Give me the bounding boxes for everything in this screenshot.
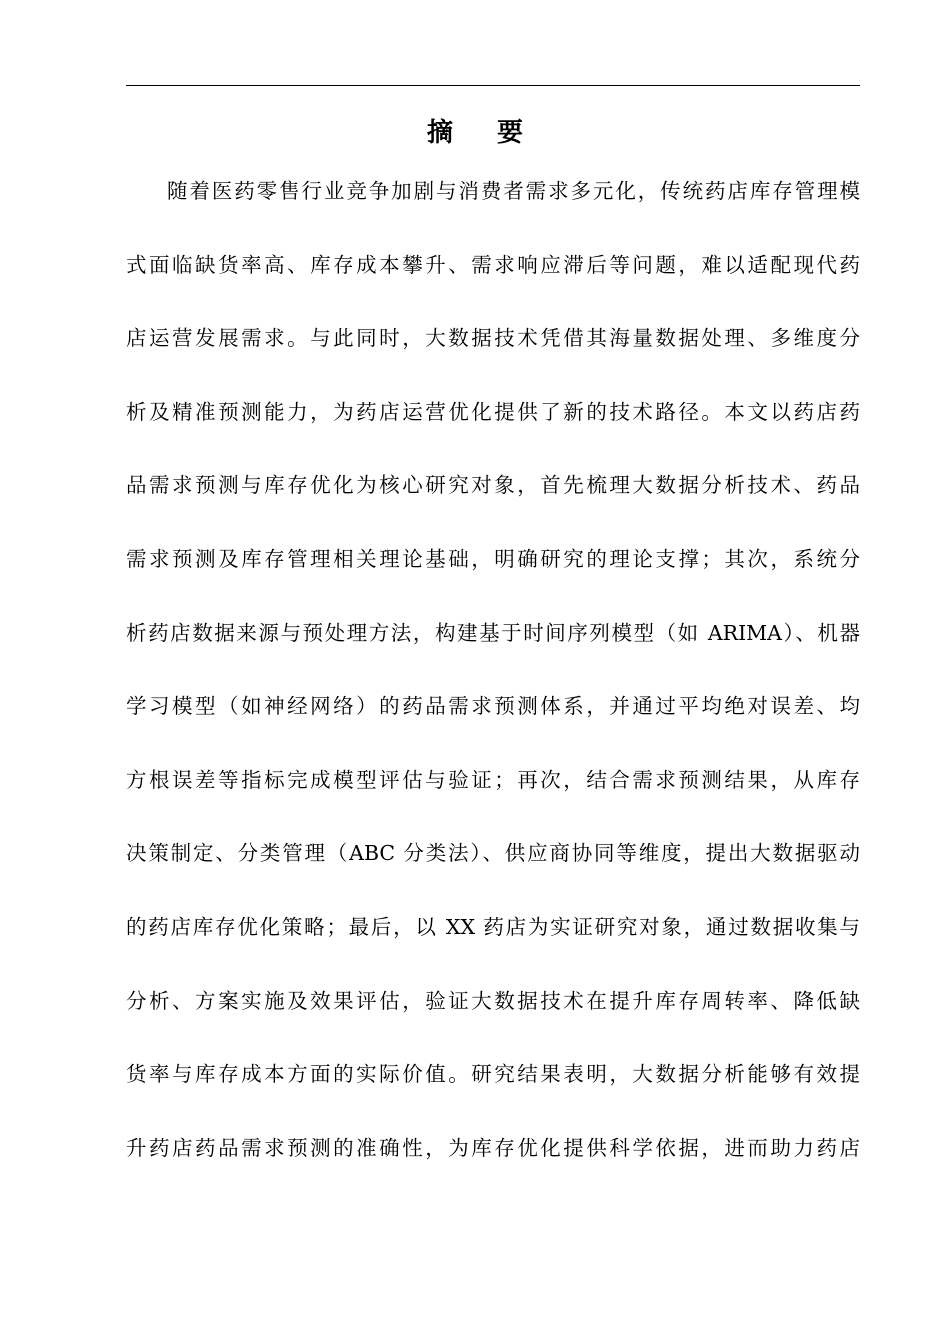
abstract-body	[126, 168, 860, 1198]
abstract-line-4: 析及精准预测能力，为药店运营优化提供了新的技术路径。本文以药店药	[126, 399, 860, 424]
abstract-title	[0, 113, 950, 153]
abstract-line-14: 升药店药品需求预测的准确性，为库存优化提供科学依据，进而助力药店	[126, 1135, 860, 1160]
abstract-line-8: 学习模型（如神经网络）的药品需求预测体系，并通过平均绝对误差、均	[126, 694, 860, 719]
abstract-line-13: 货率与库存成本方面的实际价值。研究结果表明，大数据分析能够有效提	[126, 1062, 860, 1087]
abstract-line-1: 随着医药零售行业竞争加剧与消费者需求多元化，传统药店库存管理模	[167, 179, 860, 203]
header-rule	[126, 85, 860, 86]
abstract-line-6: 需求预测及库存管理相关理论基础，明确研究的理论支撑；其次，系统分	[126, 546, 860, 571]
abstract-line-7: 析药店数据来源与预处理方法，构建基于时间序列模型（如 ARIMA）、机器	[126, 620, 860, 645]
abstract-line-10: 决策制定、分类管理（ABC 分类法）、供应商协同等维度，提出大数据驱动	[126, 841, 860, 866]
abstract-line-5: 品需求预测与库存优化为核心研究对象，首先梳理大数据分析技术、药品	[126, 473, 860, 498]
abstract-line-3: 店运营发展需求。与此同时，大数据技术凭借其海量数据处理、多维度分	[126, 326, 860, 351]
abstract-line-11: 的药店库存优化策略；最后，以 XX 药店为实证研究对象，通过数据收集与	[126, 914, 860, 939]
abstract-line-12: 分析、方案实施及效果评估，验证大数据技术在提升库存周转率、降低缺	[126, 988, 860, 1013]
abstract-line-9: 方根误差等指标完成模型评估与验证；再次，结合需求预测结果，从库存	[126, 767, 860, 792]
abstract-title-char-1: 摘	[426, 118, 453, 148]
abstract-line-2: 式面临缺货率高、库存成本攀升、需求响应滞后等问题，难以适配现代药	[126, 252, 860, 277]
abstract-title-char-2: 要	[497, 118, 524, 148]
